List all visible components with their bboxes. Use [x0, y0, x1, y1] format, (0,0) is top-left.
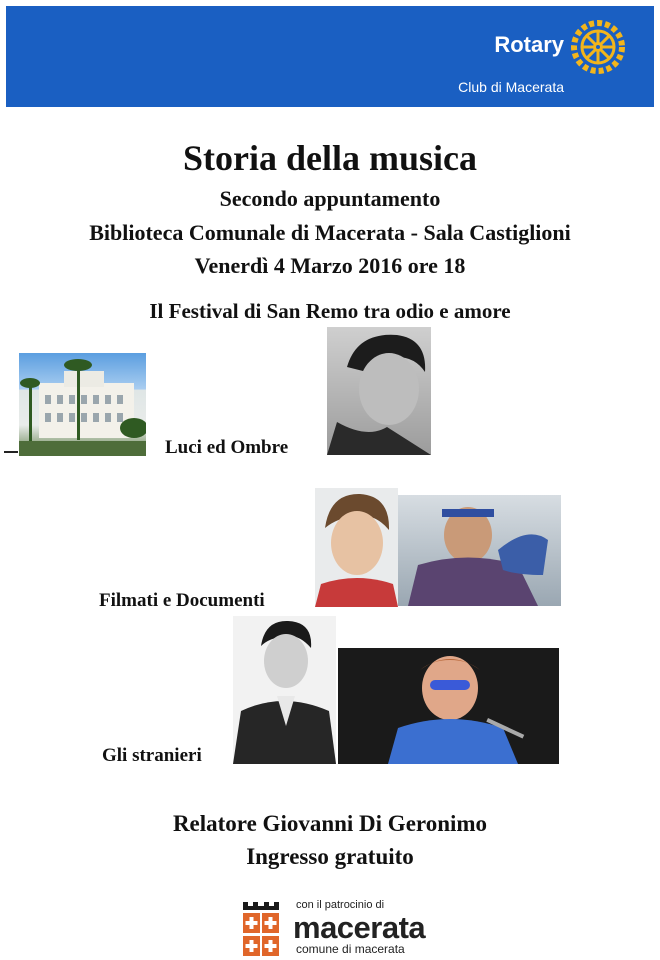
club-label: Club di Macerata — [458, 79, 564, 95]
event-datetime: Venerdì 4 Marzo 2016 ore 18 — [194, 253, 466, 278]
speaker-line: Relatore Giovanni Di Geronimo — [172, 811, 488, 836]
crooner-photo — [233, 616, 336, 764]
singer-portrait-photo — [327, 327, 431, 455]
patronage-label: con il patrocinio di — [296, 899, 385, 911]
comune-label: comune di macerata — [296, 942, 405, 956]
bandana-singer-photo — [398, 495, 561, 606]
rotary-label: Rotary — [494, 32, 564, 57]
divider-mark — [4, 451, 18, 453]
event-subtitle: Secondo appuntamento — [219, 186, 441, 211]
section-caption: Gli stranieri — [102, 745, 202, 766]
sanremo-building-photo — [19, 353, 146, 456]
macerata-coat-of-arms-icon — [240, 900, 282, 958]
section-caption: Luci ed Ombre — [165, 437, 289, 458]
event-topic: Il Festival di San Remo tra odio e amore — [149, 299, 511, 323]
rotary-wheel-icon — [570, 19, 626, 75]
eltonjohn-concert-photo — [338, 648, 559, 764]
event-venue: Biblioteca Comunale di Macerata - Sala Castiglioni — [89, 220, 571, 245]
city-wordmark: macerata — [293, 910, 426, 945]
young-singer-photo — [315, 488, 398, 607]
section-caption: Filmati e Documenti — [99, 590, 265, 611]
event-title: Storia della musica — [183, 138, 477, 178]
admission-line: Ingresso gratuito — [246, 844, 414, 869]
